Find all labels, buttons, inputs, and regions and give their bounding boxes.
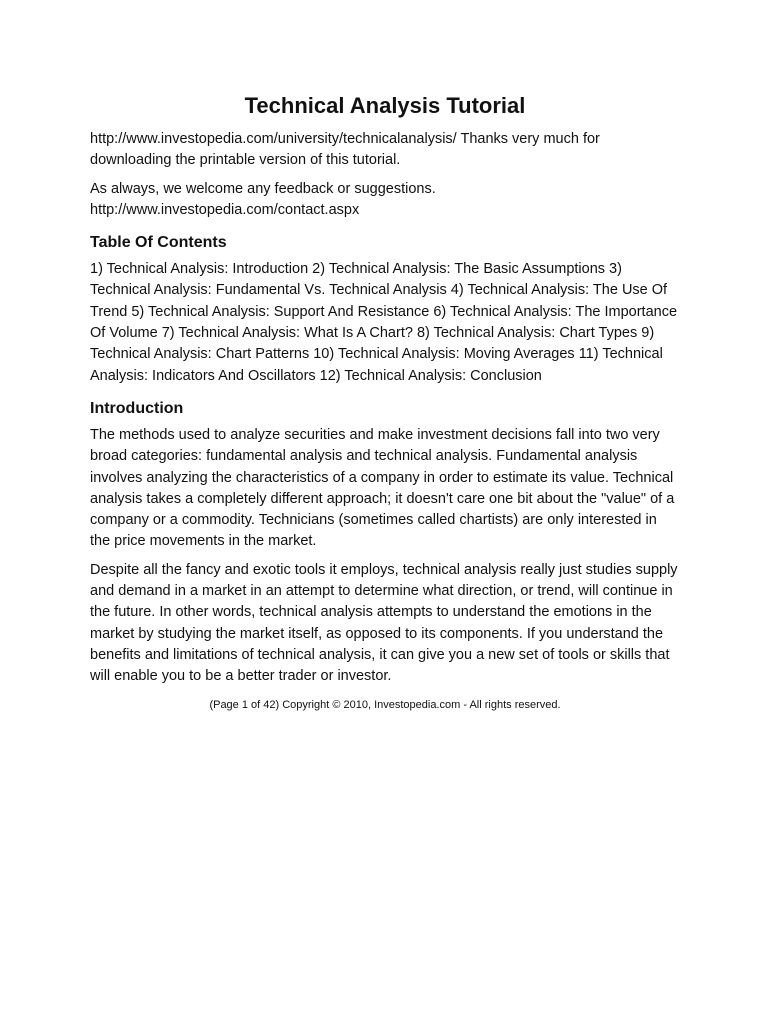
document-page [90, 92, 680, 712]
feedback-text: As always, we welcome any feedback or suggestions. [90, 180, 436, 197]
contact-link-text: http://www.investopedia.com/contact.aspx [90, 201, 360, 218]
intro-paragraph: http://www.investopedia.com/university/technicalanalysis/ Thanks very much for downloading the printable version of this tutorial. [90, 131, 600, 169]
toc-heading: Table Of Contents [90, 234, 227, 252]
section-heading-introduction: Introduction [90, 399, 184, 417]
toc-text: 1) Technical Analysis: Introduction 2) Technical Analysis: The Basic Assumptions 3) Technical Analysis: Fundamental Vs. Technical Analysis 4) Technical Analysis: The Use Of Trend 5) Technical Analysis: Support And Resistance 6) Technical Analysis: The Importance Of Volume 7) Technical Analysis: What Is A Chart? 8) Technical Analysis: Chart Types 9) Technical Analysis: Chart Patterns 10) Technical Analysis: Moving Averages 11) Technical Analysis: Indicators And Oscillators 12) Technical Analysis: Conclusion [90, 261, 678, 384]
introduction-paragraph-1: The methods used to analyze securities and make investment decisions fall into two very broad categories: fundamental analysis and technical analysis. Fundamental analysis involves analyzing the characteristics of a company in order to estimate its value. Technical analysis takes a completely different approach; it doesn't care one bit about the "value" of a company or a commodity. Technicians (sometimes called chartists) are only interested in the price movements in the market. [90, 426, 675, 550]
document-title: Technical Analysis Tutorial [244, 93, 526, 118]
introduction-paragraph-2: Despite all the fancy and exotic tools it employs, technical analysis really just studies supply and demand in a market in an attempt to determine what direction, or trend, will continue in the future. In other words, technical analysis attempts to understand the emotions in the market by studying the market itself, as opposed to its components. If you understand the benefits and limitations of technical analysis, it can give you a new set of tools or skills that will enable you to be a better trader or investor. [90, 561, 678, 685]
page-footer: (Page 1 of 42) Copyright © 2010, Investopedia.com - All rights reserved. [209, 698, 561, 711]
feedback-paragraph [90, 179, 680, 222]
